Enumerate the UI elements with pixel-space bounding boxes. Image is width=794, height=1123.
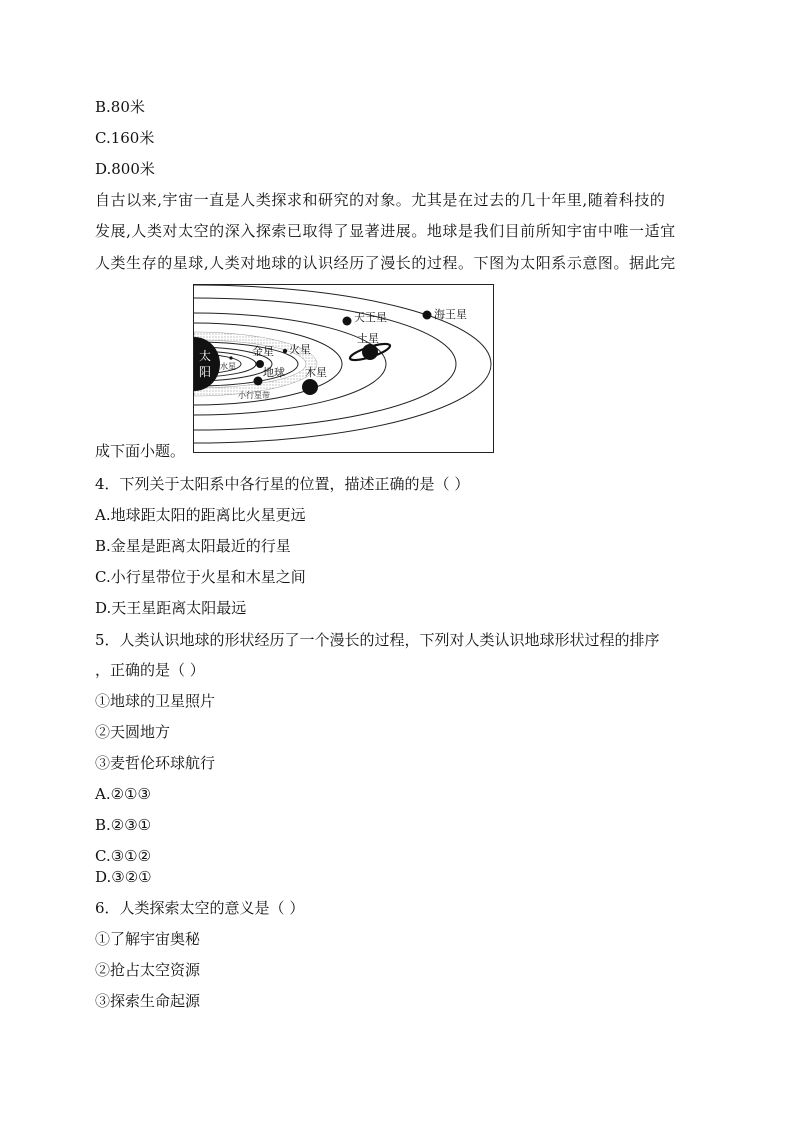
q4-option-a: A.地球距太阳的距离比火星更远	[95, 506, 306, 524]
q5-option-a: A.②①③	[95, 785, 151, 803]
passage-line: 自古以来,宇宙一直是人类探求和研究的对象。尤其是在过去的几十年里,随着科技的	[95, 191, 666, 209]
asteroid-belt-label: 小行星带	[238, 391, 270, 400]
q4-stem: 4．下列关于太阳系中各行星的位置，描述正确的是（ ）	[95, 475, 470, 493]
q5-item-3: ③麦哲伦环球航行	[95, 754, 216, 772]
q5-option-d: D.③②①	[95, 868, 152, 886]
q6-item-3: ③探索生命起源	[95, 992, 201, 1010]
mercury-label: 水星	[220, 362, 236, 371]
passage-line: 发展,人类对太空的深入探索已取得了显著进展。地球是我们目前所知宇宙中唯一适宜	[95, 222, 676, 240]
neptune-label: 海王星	[434, 308, 467, 321]
saturn-label: 土星	[357, 332, 379, 345]
uranus-icon	[343, 317, 352, 326]
q5-item-1: ①地球的卫星照片	[95, 692, 216, 710]
solar-system-diagram	[193, 284, 494, 453]
sun-icon	[194, 337, 220, 391]
earth-icon	[254, 377, 263, 386]
mars-icon	[283, 349, 287, 353]
sun-label-1: 太	[199, 349, 212, 363]
option-b-prev: B.80米	[95, 98, 145, 116]
uranus-label: 天王星	[354, 311, 387, 324]
q6-item-2: ②抢占太空资源	[95, 961, 201, 979]
jupiter-label: 木星	[305, 366, 327, 379]
passage-line: 人类生存的星球,人类对地球的认识经历了漫长的过程。下图为太阳系示意图。据此完	[95, 254, 676, 272]
q4-option-d: D.天王星距离太阳最远	[95, 599, 247, 617]
neptune-icon	[423, 311, 432, 320]
q4-option-b: B.金星是距离太阳最近的行星	[95, 537, 291, 555]
mars-label: 火星	[289, 343, 311, 356]
q5-stem-line2: ，正确的是（ ）	[95, 661, 205, 679]
q4-option-c: C.小行星带位于火星和木星之间	[95, 568, 306, 586]
q6-item-1: ①了解宇宙奥秘	[95, 930, 201, 948]
q5-item-2: ②天圆地方	[95, 723, 171, 741]
q5-option-c: C.③①②	[95, 847, 152, 865]
option-c-prev: C.160米	[95, 129, 155, 147]
q6-stem: 6．人类探索太空的意义是（ ）	[95, 899, 305, 917]
passage-tail: 成下面小题。	[95, 442, 186, 460]
option-d-prev: D.800米	[95, 160, 155, 178]
saturn-icon	[362, 344, 378, 360]
jupiter-icon	[302, 379, 318, 395]
q5-stem-line1: 5．人类认识地球的形状经历了一个漫长的过程，下列对人类认识地球形状过程的排序	[95, 631, 660, 649]
solar-system-svg	[194, 285, 493, 452]
q5-option-b: B.②③①	[95, 816, 152, 834]
venus-label: 金星	[252, 345, 274, 358]
sun-label-2: 阳	[199, 365, 212, 379]
mercury-icon	[229, 356, 232, 359]
earth-label: 地球	[263, 366, 285, 379]
